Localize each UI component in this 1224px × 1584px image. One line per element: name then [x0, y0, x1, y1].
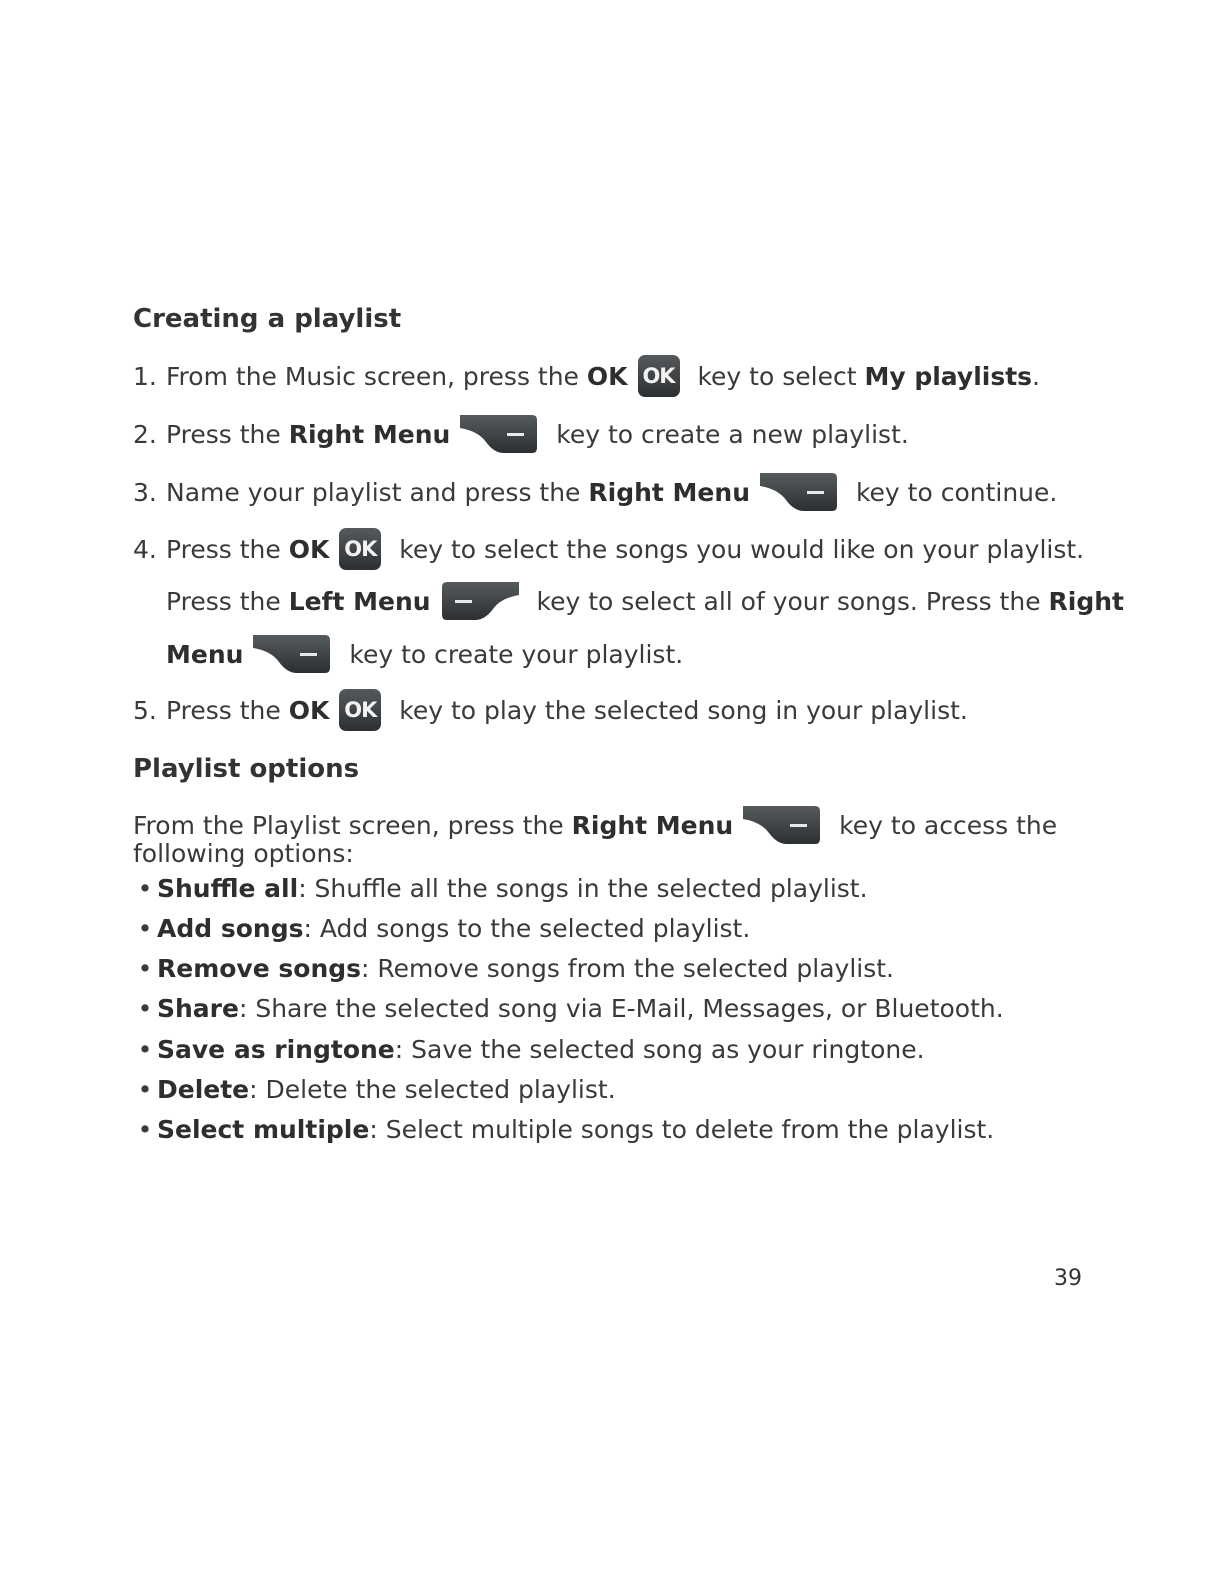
step-number: 5. — [133, 695, 157, 725]
intro-text: From the Playlist screen, press the — [133, 810, 572, 840]
bullet: • — [137, 993, 153, 1023]
right-menu-key-icon — [460, 412, 538, 456]
bullet: • — [137, 953, 153, 983]
option-description: : Share the selected song via E-Mail, Messages, or Bluetooth. — [238, 993, 1004, 1023]
step-text: Press the — [166, 534, 289, 564]
step-text: key to select — [689, 361, 865, 391]
key-label-ok: OK — [288, 695, 330, 725]
key-label-left-menu: Left Menu — [288, 586, 431, 616]
ok-key-icon: OK — [638, 355, 680, 397]
bullet: • — [137, 1034, 153, 1064]
key-label-ok: OK — [288, 534, 330, 564]
step-text: Press the — [166, 419, 289, 449]
left-menu-key-icon — [441, 579, 519, 623]
option-delete — [133, 1069, 616, 1109]
step-text: key to continue. — [848, 477, 1058, 507]
step-number: 2. — [133, 419, 157, 449]
key-label-right-menu: Right Menu — [288, 419, 451, 449]
step-number: 3. — [133, 477, 157, 507]
option-description: : Add songs to the selected playlist. — [303, 913, 751, 943]
intro-text: key to access the — [831, 810, 1058, 840]
option-remove-songs — [133, 948, 894, 988]
option-label: Remove songs — [157, 953, 362, 983]
key-label-right-menu: Right Menu — [588, 477, 750, 507]
option-shuffle-all — [133, 868, 868, 908]
options-intro-continued: following options: — [133, 839, 354, 868]
step-number: 1. — [133, 361, 157, 391]
option-add-songs — [133, 908, 750, 948]
option-label: Add songs — [157, 913, 304, 943]
key-label-right-menu: Menu — [166, 639, 244, 669]
option-label: Shuffle all — [157, 873, 299, 903]
step-text: Press the — [166, 695, 289, 725]
page-number: 39 — [1054, 1266, 1082, 1291]
option-description: : Delete the selected playlist. — [249, 1074, 616, 1104]
step-text: Press the — [166, 586, 289, 616]
step-text: key to play the selected song in your playlist. — [391, 695, 968, 725]
ok-key-icon: OK — [339, 528, 381, 570]
key-label-right-menu: Right Menu — [571, 810, 734, 840]
right-menu-key-icon — [253, 632, 331, 676]
option-description: : Remove songs from the selected playlist. — [361, 953, 894, 983]
step-emphasis: My playlists — [864, 361, 1033, 391]
section-title-playlist-options: Playlist options — [133, 754, 360, 784]
option-save-as-ringtone — [133, 1029, 925, 1069]
key-label-right-menu: Right — [1048, 586, 1125, 616]
option-label: Delete — [157, 1074, 250, 1104]
option-description: : Select multiple songs to delete from the playlist. — [369, 1114, 995, 1144]
option-label: Share — [157, 993, 239, 1023]
option-share — [133, 988, 1004, 1028]
step-text: key to create a new playlist. — [548, 419, 909, 449]
bullet: • — [137, 873, 153, 903]
step-number: 4. — [133, 534, 157, 564]
step-text: From the Music screen, press the — [166, 361, 587, 391]
option-description: : Save the selected song as your ringtone. — [394, 1034, 925, 1064]
option-label: Save as ringtone — [157, 1034, 395, 1064]
step-text: key to select the songs you would like on your playlist. — [391, 534, 1085, 564]
step-text: Name your playlist and press the — [166, 477, 589, 507]
step-text: . — [1032, 361, 1040, 391]
right-menu-key-icon — [760, 470, 838, 514]
bullet: • — [137, 913, 153, 943]
section-title-creating-playlist: Creating a playlist — [133, 304, 402, 334]
ok-key-icon: OK — [339, 689, 381, 731]
step-text: key to create your playlist. — [341, 639, 684, 669]
option-label: Select multiple — [157, 1114, 370, 1144]
option-description: : Shuffle all the songs in the selected playlist. — [298, 873, 868, 903]
key-label-ok: OK — [586, 361, 628, 391]
bullet: • — [137, 1114, 153, 1144]
step-text: key to select all of your songs. Press the — [528, 586, 1049, 616]
option-select-multiple — [133, 1109, 994, 1149]
bullet: • — [137, 1074, 153, 1104]
